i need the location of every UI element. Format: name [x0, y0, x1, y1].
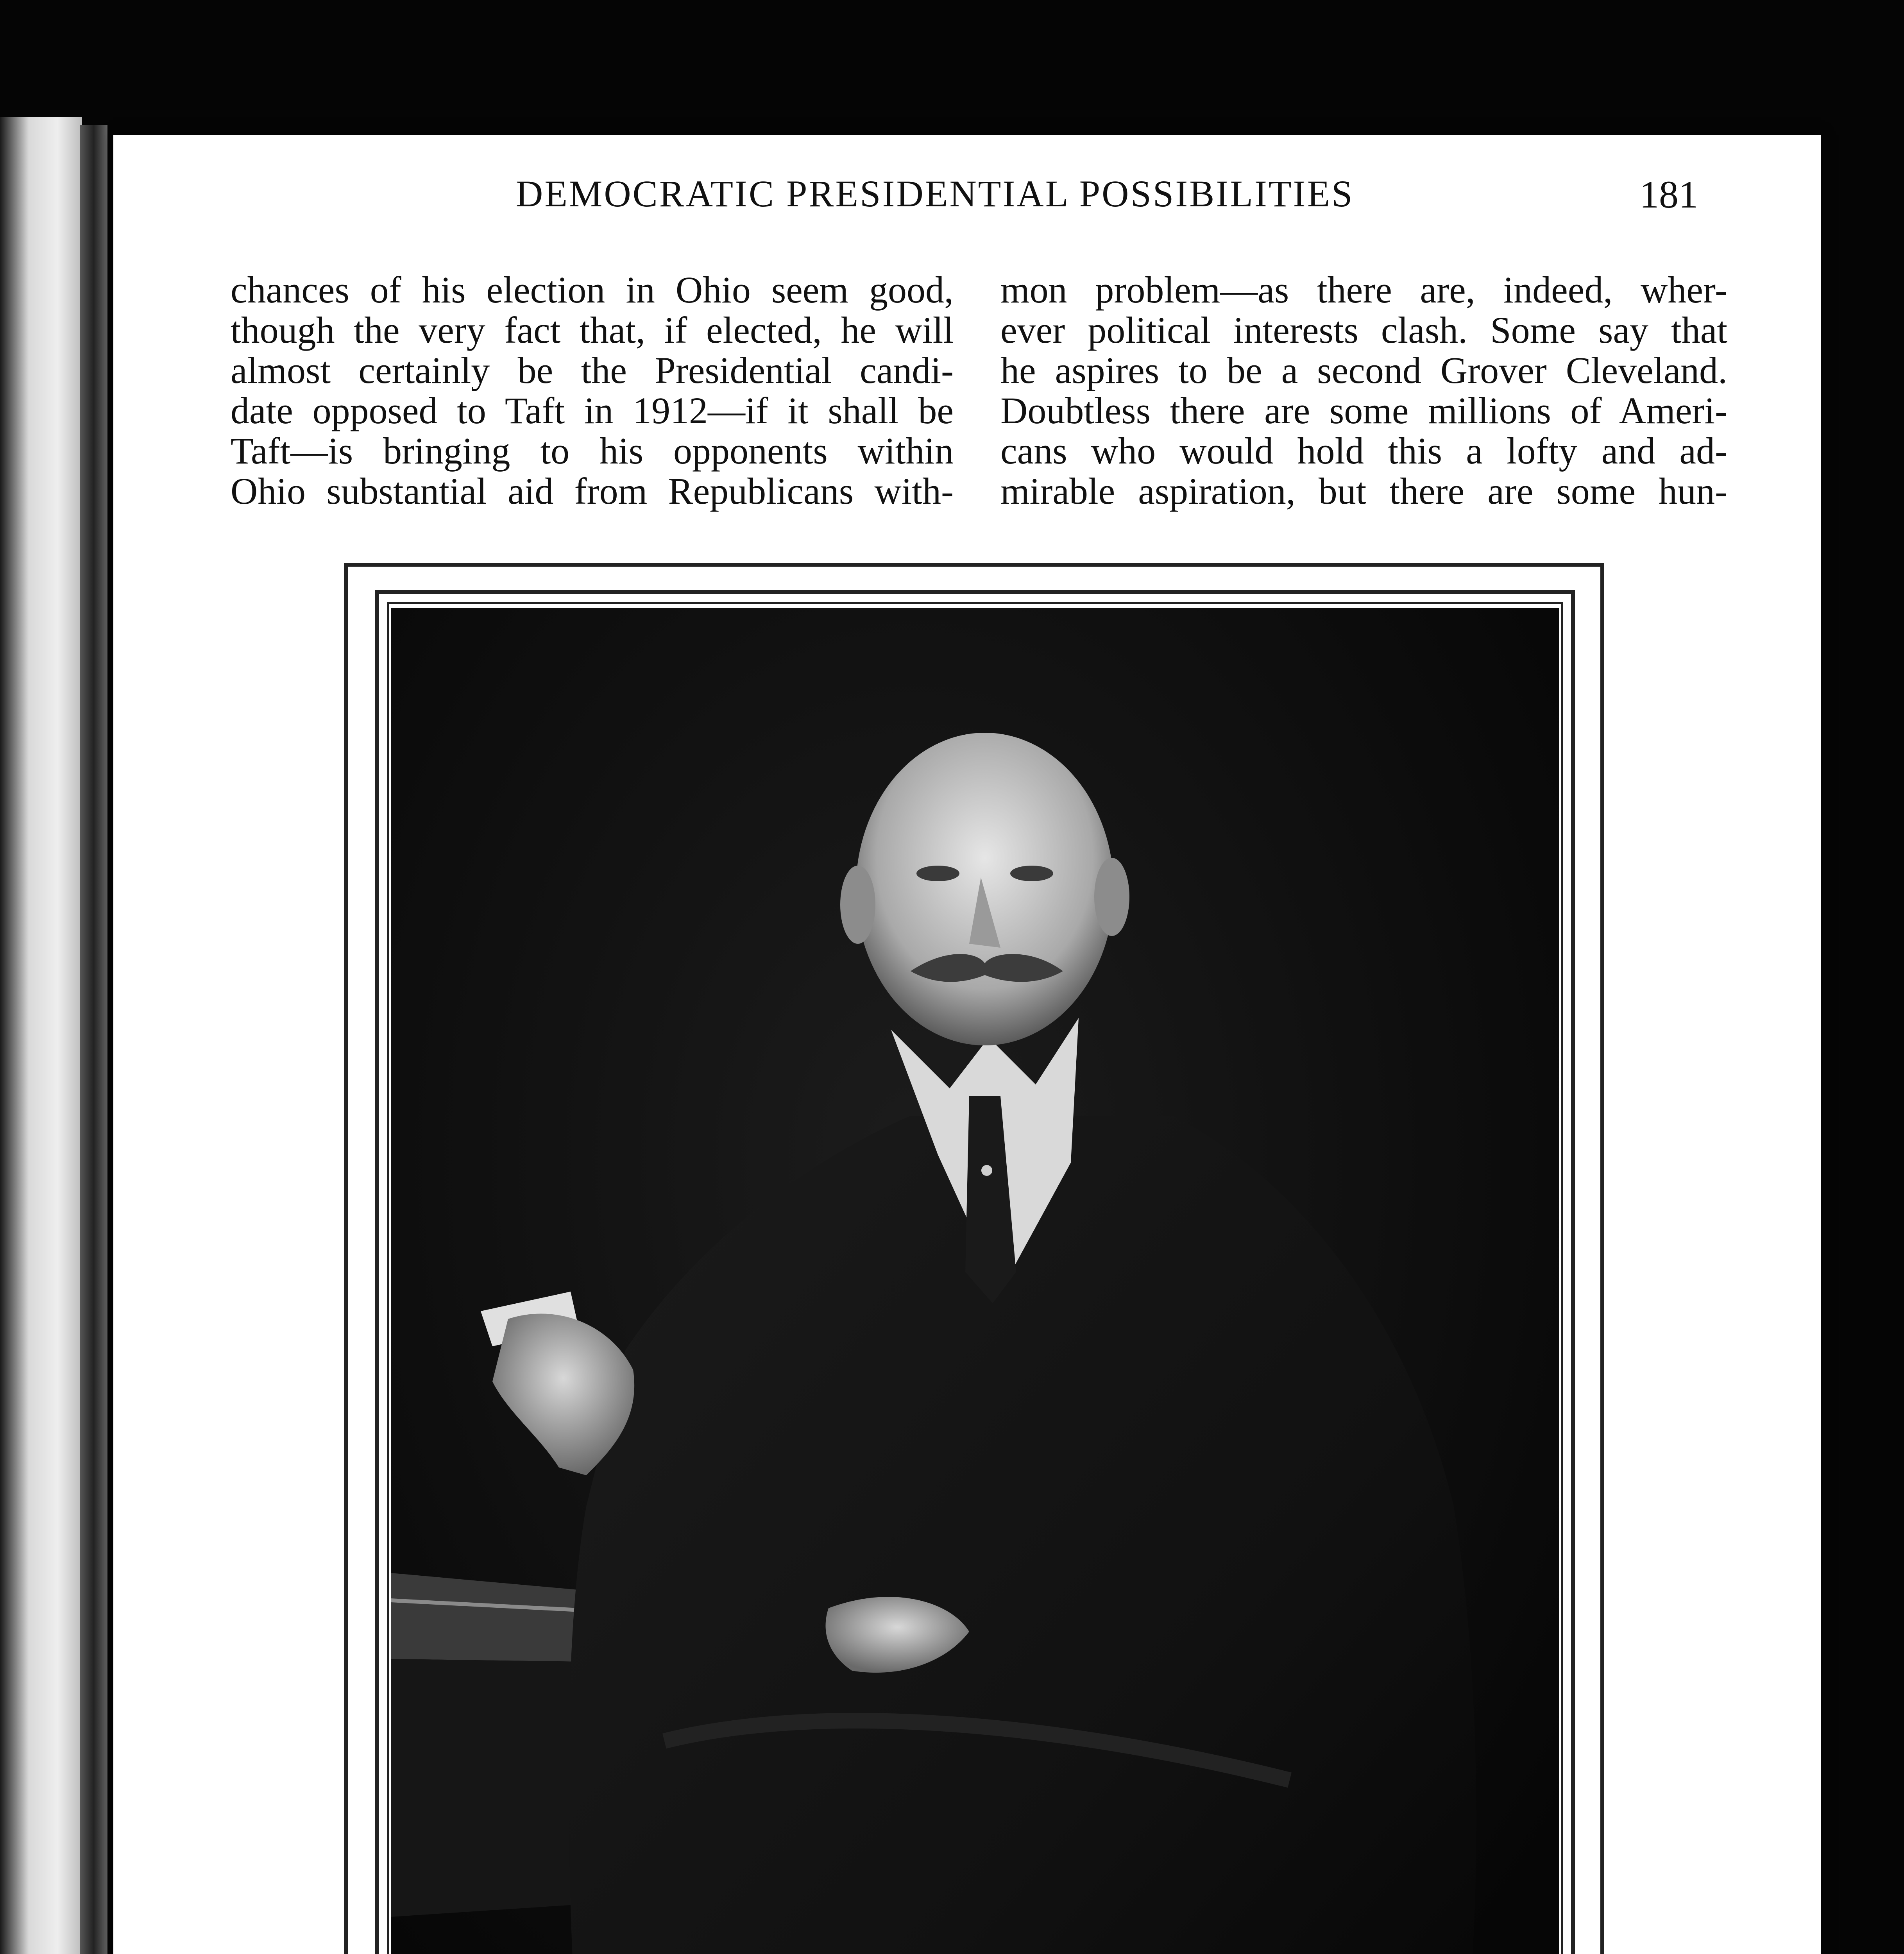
text-line: though the very fact that, if elected, he will — [231, 309, 954, 351]
running-head: DEMOCRATIC PRESIDENTIAL POSSIBILITIES — [516, 173, 1354, 215]
book-spine — [80, 125, 107, 1954]
text-line: cans who would hold this a lofty and ad- — [1000, 430, 1727, 472]
text-line: Ohio substantial aid from Republicans with- — [231, 470, 954, 512]
text-line: ever political interests clash. Some say that — [1000, 309, 1727, 351]
text-line: almost certainly be the Presidential candi- — [231, 349, 954, 391]
portrait-photograph — [391, 608, 1559, 1954]
text-line: he aspires to be a second Grover Cleveland. — [1000, 349, 1727, 391]
previous-page-edge — [0, 117, 82, 1954]
text-line: date opposed to Taft in 1912—if it shall be — [231, 390, 954, 431]
text-line: mon problem—as there are, indeed, wher- — [1000, 269, 1727, 311]
portrait-illustration — [391, 608, 1559, 1954]
page-number: 181 — [1639, 173, 1698, 216]
text-line: Doubtless there are some millions of Ameri- — [1000, 390, 1727, 431]
text-line: mirable aspiration, but there are some hun- — [1000, 470, 1727, 512]
text-column-top-left — [231, 270, 954, 511]
text-line: Taft—is bringing to his opponents within — [231, 430, 954, 472]
text-column-top-right — [1000, 270, 1727, 511]
text-line: chances of his election in Ohio seem good, — [231, 269, 954, 311]
